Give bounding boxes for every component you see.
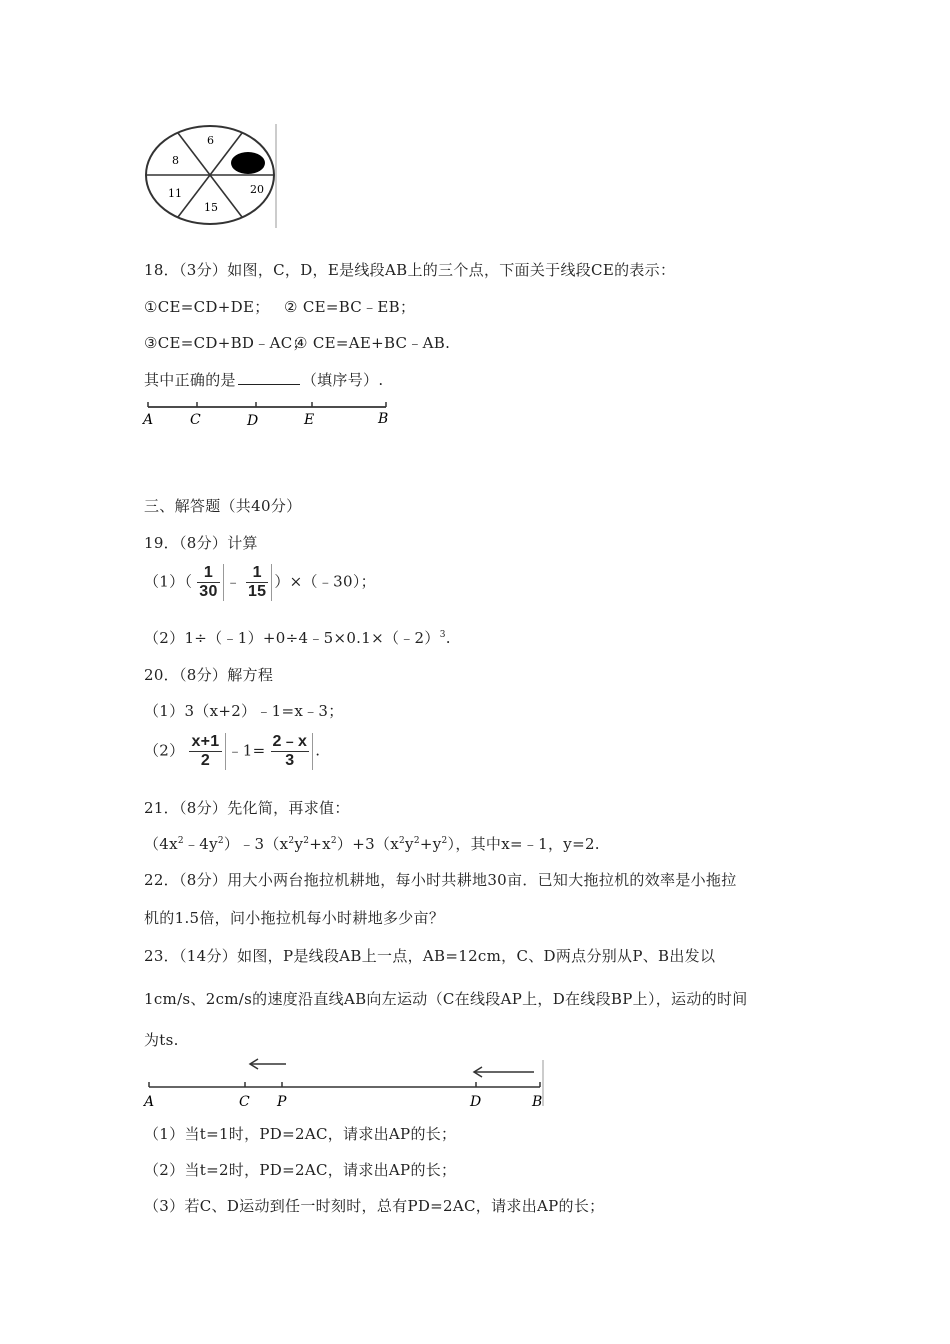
- q23-line3: 为ts.: [144, 1031, 179, 1049]
- q19-part1: [144, 564, 376, 601]
- section-heading: 三、解答题（共40分）: [144, 497, 302, 515]
- q20-part1: （1）3（x+2）﹣1=x﹣3；: [144, 702, 344, 720]
- q20-part2: [144, 733, 320, 770]
- point-label: D: [470, 1094, 482, 1110]
- fraction-denominator: 15: [247, 583, 267, 600]
- q19-part2: [144, 627, 451, 648]
- point-label: D: [247, 413, 259, 429]
- expr-part: ），其中x=﹣1，y=2.: [447, 835, 600, 853]
- left-arrow-icon: [474, 1067, 534, 1077]
- q22-line1: 22．（8分）用大小两台拖拉机耕地，每小时共耕地30亩．已知大拖拉机的效率是小拖拉: [144, 871, 737, 889]
- q18-segment-figure: [140, 398, 395, 430]
- q18-fill-post: （填序号）.: [301, 371, 384, 389]
- q23-line1: 23．（14分）如图，P是线段AB上一点，AB=12cm，C、D两点分别从P、B出发以: [144, 947, 716, 965]
- exponent: 3: [439, 630, 446, 640]
- expr-part: +x: [309, 835, 331, 853]
- q23-sub3: （3）若C、D运动到任一时刻时，总有PD=2AC，请求出AP的长；: [144, 1197, 605, 1215]
- fraction: [194, 564, 223, 601]
- q23-line2: 1cm/s、2cm/s的速度沿直线AB向左运动（C在线段AP上，D在线段BP上），运动的时间: [144, 990, 748, 1008]
- q18-stem: 18．（3分）如图，C，D，E是线段AB上的三个点，下面关于线段CE的表示：: [144, 261, 676, 279]
- point-label: B: [532, 1094, 543, 1110]
- q20-stem: 20．（8分）解方程: [144, 666, 274, 684]
- point-label: A: [144, 1094, 155, 1110]
- expr-part: ）+3（x: [336, 835, 399, 853]
- expr-part: （4x: [144, 835, 178, 853]
- expr-part: y: [405, 835, 414, 853]
- sector-label: 15: [204, 201, 218, 214]
- exponent: 2: [330, 836, 337, 846]
- q23-segment-figure: [140, 1058, 550, 1110]
- q19-part1-prefix: （1）（: [144, 572, 193, 591]
- answer-blank[interactable]: [238, 372, 300, 385]
- sector-label: 8: [172, 154, 179, 167]
- expr-part: +y: [419, 835, 442, 853]
- q18-option-2: ② CE=BC﹣EB；: [284, 298, 416, 316]
- fraction-numerator: 1: [246, 564, 268, 583]
- sector-label: 20: [250, 183, 264, 196]
- expr-part: ）﹣3（x: [223, 835, 289, 853]
- point-label: C: [239, 1094, 250, 1110]
- q19-part1-suffix: ）×（﹣30）；: [274, 572, 376, 591]
- period: .: [445, 629, 451, 647]
- q18-fill: [144, 369, 383, 390]
- fraction: [186, 733, 225, 770]
- q21-stem: 21．（8分）先化简，再求值：: [144, 799, 350, 817]
- exponent: 2: [177, 836, 184, 846]
- fraction: [268, 733, 314, 770]
- point-label: P: [277, 1094, 287, 1110]
- period: .: [315, 741, 321, 760]
- exponent: 2: [217, 836, 224, 846]
- fraction-numerator: 2﹣x: [272, 733, 308, 750]
- exponent: 2: [288, 836, 295, 846]
- q18-option-4: ④ CE=AE+BC﹣AB.: [294, 334, 451, 352]
- q22-line2: 机的1.5倍，问小拖拉机每小时耕地多少亩？: [144, 909, 445, 927]
- q18-option-3: ③CE=CD+BD﹣AC；: [144, 334, 308, 352]
- black-spot: [231, 152, 265, 174]
- q18-options-row1: [144, 296, 416, 317]
- fraction-numerator: 1: [197, 564, 219, 583]
- point-label: A: [143, 412, 154, 428]
- left-arrow-icon: [250, 1059, 286, 1069]
- minus-sign: ﹣: [225, 572, 241, 591]
- point-label: B: [378, 411, 389, 427]
- expr-part: y: [294, 835, 304, 853]
- fraction: [243, 564, 272, 601]
- sector-label: 11: [168, 187, 182, 200]
- fraction-numerator: x+1: [191, 733, 220, 750]
- point-label: C: [190, 412, 201, 428]
- q23-sub2: （2）当t=2时，PD=2AC，请求出AP的长；: [144, 1161, 457, 1179]
- q18-option-1: ①CE=CD+DE；: [144, 298, 270, 316]
- expr-part: ﹣4y: [183, 835, 218, 853]
- q20-part2-prefix: （2）: [144, 741, 185, 760]
- fraction-denominator: 3: [285, 752, 295, 769]
- circle-figure: [140, 120, 285, 230]
- q20-part2-mid: ﹣1=: [227, 741, 266, 760]
- q18-options-row2: [144, 332, 451, 353]
- exponent: 2: [441, 836, 448, 846]
- fraction-denominator: 30: [199, 583, 218, 600]
- q19-part2-expr: （2）1÷（﹣1）+0÷4﹣5×0.1×（﹣2）: [144, 629, 440, 647]
- exponent: 2: [413, 836, 420, 846]
- q23-sub1: （1）当t=1时，PD=2AC，请求出AP的长；: [144, 1125, 457, 1143]
- q18-fill-pre: 其中正确的是: [144, 371, 236, 389]
- fraction-denominator: 2: [200, 752, 211, 769]
- exponent: 2: [303, 836, 310, 846]
- exponent: 2: [399, 836, 406, 846]
- point-label: E: [304, 412, 315, 428]
- q19-stem: 19．（8分）计算: [144, 534, 258, 552]
- sector-label: 6: [207, 134, 214, 147]
- q21-expression: [144, 833, 600, 854]
